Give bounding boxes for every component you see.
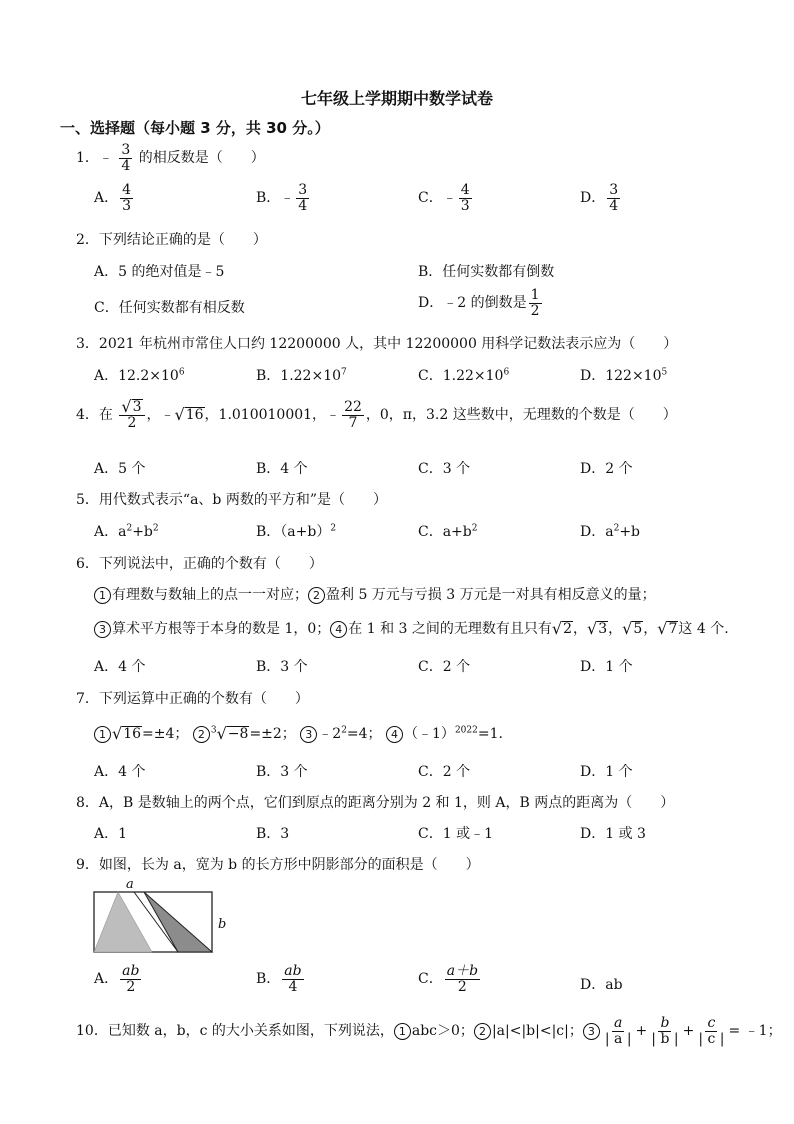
question-1-stem: 1．﹣ $\frac{3}{4}$ 的相反数是（ ） bbox=[76, 142, 265, 174]
question-9-option-a[interactable]: A． $\frac{ab}{2}$ bbox=[94, 963, 140, 995]
circled-number: 3 bbox=[300, 726, 317, 743]
question-2-stem: 2．下列结论正确的是（ ） bbox=[76, 232, 267, 248]
question-9-option-c[interactable]: C． $\frac{a+b}{2}$ bbox=[418, 963, 479, 995]
question-6-option-a[interactable]: A．4 个 bbox=[94, 659, 146, 675]
question-6-statements-1-2: 1 有理数与数轴上的点一一对应； 2 盈利 5 万元与亏损 3 万元是一对具有相反意义的量； bbox=[94, 584, 656, 604]
circled-number: 2 bbox=[308, 587, 325, 604]
question-8-option-c[interactable]: C．1 或﹣1 bbox=[418, 826, 493, 842]
circled-number: 1 bbox=[394, 1023, 411, 1040]
question-2-option-d[interactable]: D．﹣2 的倒数是 $\frac{1}{2}$ bbox=[418, 287, 540, 319]
fraction: $\frac{3}{4}$ bbox=[121, 142, 131, 174]
question-5-option-c[interactable]: C．$a+b^2$ bbox=[418, 523, 478, 540]
question-10-stem: 10．已知数 a，b，c 的大小关系如图，下列说法， 1 abc＞0； 2 |a|<|b|<|c|； 3 $\frac{a}{| a |}$ + $\frac{b}{| b |}$ + $\frac{c}{| c |}$ = ﹣1； bbox=[76, 1015, 782, 1047]
question-7-option-d[interactable]: D．1 个 bbox=[580, 764, 633, 780]
circled-number: 2 bbox=[193, 726, 210, 743]
question-5-option-a[interactable]: A．$a^2+b^2$ bbox=[94, 523, 159, 540]
question-3-option-d[interactable]: D．$122\times 10^5$ bbox=[580, 367, 668, 384]
question-7-option-a[interactable]: A．4 个 bbox=[94, 764, 146, 780]
section-heading: 一、选择题（每小题 3 分，共 30 分。） bbox=[60, 119, 330, 137]
question-1-option-b[interactable]: B．﹣ $\frac{3}{4}$ bbox=[256, 182, 308, 214]
question-2-option-b[interactable]: B．任何实数都有倒数 bbox=[418, 264, 555, 280]
question-7-expressions: 1 √ 16 =±4； 2 $^3$ √ −8 =±2； 3 $﹣2^2=4$； 4 （﹣1）$^{2022}$=1. bbox=[94, 723, 503, 743]
question-6-option-c[interactable]: C．2 个 bbox=[418, 659, 471, 675]
question-6-option-b[interactable]: B．3 个 bbox=[256, 659, 308, 675]
question-4-option-d[interactable]: D．2 个 bbox=[580, 461, 633, 477]
question-4-option-b[interactable]: B．4 个 bbox=[256, 461, 308, 477]
question-6-option-d[interactable]: D．1 个 bbox=[580, 659, 633, 675]
question-3-option-c[interactable]: C．$1.22\times 10^6$ bbox=[418, 367, 510, 384]
question-4-option-a[interactable]: A．5 个 bbox=[94, 461, 146, 477]
question-9-option-b[interactable]: B． $\frac{ab}{4}$ bbox=[256, 963, 302, 995]
question-9-stem: 9．如图，长为 a，宽为 b 的长方形中阴影部分的面积是（ ） bbox=[76, 857, 480, 873]
question-9-option-d[interactable]: D．ab bbox=[580, 977, 623, 993]
question-3-stem: 3．2021 年杭州市常住人口约 12200000 人，其中 12200000 用科学记数法表示应为（ ） bbox=[76, 336, 678, 352]
question-4-stem: 4．在 √ 3 2 ，﹣ √ 16 ，1.010010001，﹣ $\frac{22}{7}$ ，0，π，3.2 这些数中，无理数的个数是（ ） bbox=[76, 397, 677, 432]
question-6-stem: 6．下列说法中，正确的个数有（ ） bbox=[76, 556, 323, 572]
question-8-option-d[interactable]: D．1 或 3 bbox=[580, 826, 646, 842]
circled-number: 4 bbox=[386, 726, 403, 743]
circled-number: 4 bbox=[330, 621, 347, 638]
question-3-option-b[interactable]: B．$1.22\times 10^7$ bbox=[256, 367, 347, 384]
question-1-option-d[interactable]: D． $\frac{3}{4}$ bbox=[580, 182, 619, 214]
figure-label-b: b bbox=[218, 917, 227, 932]
question-2-option-a[interactable]: A．5 的绝对值是﹣5 bbox=[94, 264, 225, 280]
question-7-option-c[interactable]: C．2 个 bbox=[418, 764, 471, 780]
circled-number: 1 bbox=[94, 726, 111, 743]
circled-number: 1 bbox=[94, 587, 111, 604]
circled-number: 3 bbox=[94, 621, 111, 638]
circled-number: 2 bbox=[474, 1023, 491, 1040]
rectangle-figure bbox=[88, 874, 238, 958]
figure-label-a: a bbox=[126, 877, 134, 892]
page-title: 七年级上学期期中数学试卷 bbox=[300, 89, 493, 108]
question-2-option-c[interactable]: C．任何实数都有相反数 bbox=[94, 300, 245, 316]
question-1-option-a[interactable]: A． $\frac{4}{3}$ bbox=[94, 182, 132, 214]
question-5-option-b[interactable]: B．$(a+b)^2$ bbox=[256, 523, 337, 540]
sqrt: √ 16 bbox=[174, 405, 204, 425]
question-5-option-d[interactable]: D．$a^2+b$ bbox=[580, 523, 641, 540]
question-3-option-a[interactable]: A．$12.2\times 10^6$ bbox=[94, 367, 185, 384]
question-8-option-b[interactable]: B．3 bbox=[256, 826, 290, 842]
question-8-stem: 8．A，B 是数轴上的两个点，它们到原点的距离分别为 2 和 1，则 A，B 两点的距离为（ ） bbox=[76, 795, 675, 811]
question-1-option-c[interactable]: C．﹣ $\frac{4}{3}$ bbox=[418, 182, 470, 214]
circled-number: 3 bbox=[583, 1023, 600, 1040]
question-8-option-a[interactable]: A．1 bbox=[94, 826, 128, 842]
question-4-option-c[interactable]: C．3 个 bbox=[418, 461, 471, 477]
question-6-statements-3-4: 3 算术平方根等于本身的数是 1，0； 4 在 1 和 3 之间的无理数有且只有 √ 2 ， √ 3 ， √ 5 ， √ 7 这 4 个. bbox=[94, 618, 729, 638]
question-7-option-b[interactable]: B．3 个 bbox=[256, 764, 308, 780]
question-5-stem: 5．用代数式表示“a、b 两数的平方和”是（ ） bbox=[76, 492, 387, 508]
question-7-stem: 7．下列运算中正确的个数有（ ） bbox=[76, 691, 309, 707]
